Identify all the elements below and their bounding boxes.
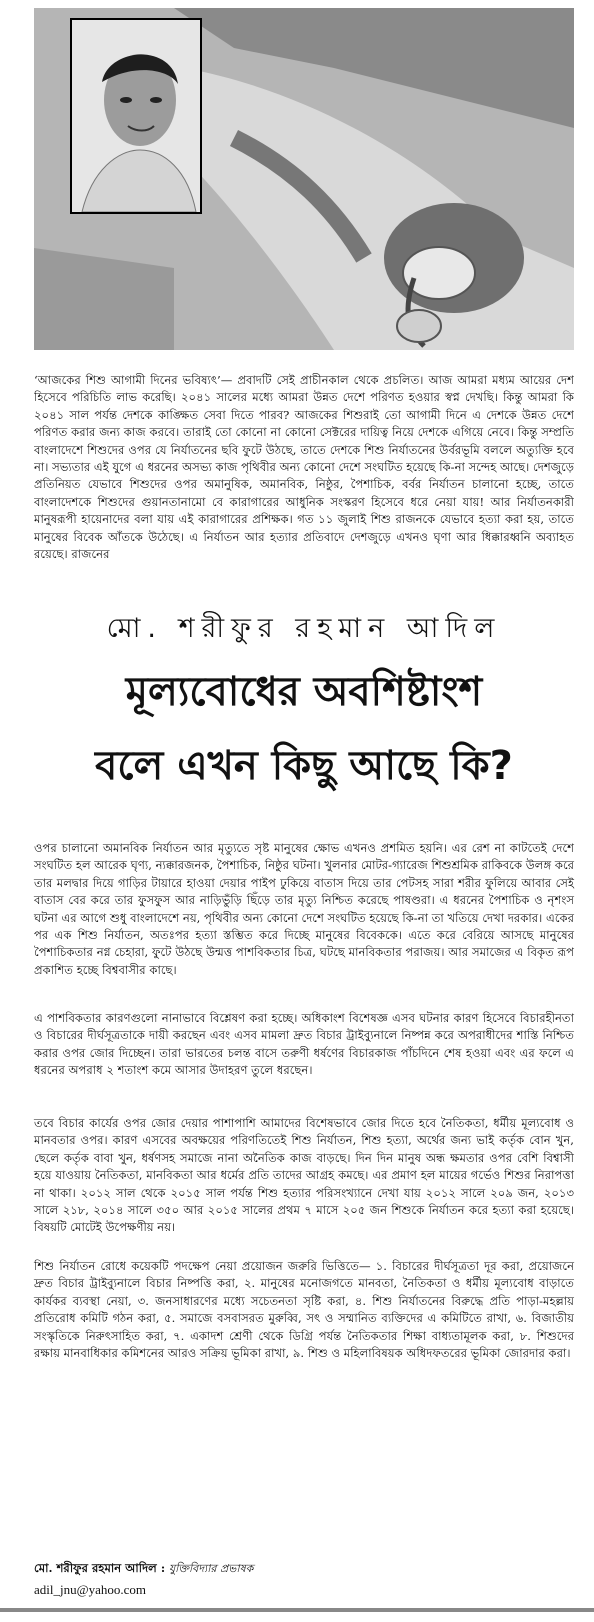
author-email[interactable]: adil_jnu@yahoo.com bbox=[34, 1582, 146, 1597]
body-paragraph-4: তবে বিচার কার্যের ওপর জোর দেয়ার পাশাপাশি আমাদের বিশেষভাবে জোর দিতে হবে নৈতিকতা, ধর্মীয় মূল্যবোধ ও মানবতার ওপর। কারণ এসবের অবক্ষয়ের পরিণতিতেই শিশু নির্যাতন, শিশু হত্যা, অর্থের জন্য ভাই কর্তৃক বোন খুন, ছেলে কর্তৃক বাবা খুন, ধর্ষণসহ সমাজে নানা অনৈতিক কাজ বাড়ছে। দিন দিন মানুষ অন্ধ ক্ষমতার ওপর বেশি বিশ্বাসী হয়ে যাওয়ায় নৈতিকতা, মানবিকতা আর ধর্মের প্রতি তাদের আগ্রহ কমছে। এর প্রমাণ হল মায়ের গর্ভেও শিশুর নিরাপত্তা না থাকা। ২০১২ সাল থেকে ২০১৫ সাল পর্যন্ত শিশু হত্যার পরিসংখ্যানে দেখা যায় ২০১২ সালে ২০৯ জন, ২০১৩ সালে ২১৮, ২০১৪ সালে ৩৫০ আর ২০১৫ সালের প্রথম ৭ মাসে ২০৫ জন শিশুকে নির্যাতন করে হত্যা করা হয়েছে। বিষয়টি মোটেই উপেক্ষণীয় নয়। bbox=[34, 1116, 574, 1235]
body-paragraph-3: এ পাশবিকতার কারণগুলো নানাভাবে বিশ্লেষণ করা হচ্ছে। অধিকাংশ বিশেষজ্ঞ এসব ঘটনার কারণ হিসেবে বিচারহীনতা ও বিচারের দীর্ঘসূত্রতাকে দায়ী করছেন এবং এসব মামলা দ্রুত বিচার ট্রাইব্যুনালে নিষ্পন্ন করে অপরাধীদের শাস্তি নিশ্চিত করার ওপর জোর দিচ্ছেন। তারা ভারতের চলন্ত বাসে তরুণী ধর্ষণের বিচারকাজ পাঁচদিনে শেষ হওয়া এবং এর ফলে এ ধরনের অপরাধ ২ শতাংশ কমে আসার উদাহরণ তুলে ধরছেন। bbox=[34, 1011, 574, 1078]
signature-role: যুক্তিবিদ্যার প্রভাষক bbox=[168, 1562, 254, 1575]
headline-line-2: বলে এখন কিছু আছে কি? bbox=[95, 743, 513, 789]
signature-name: মো. শরীফুর রহমান আদিল : bbox=[34, 1561, 166, 1575]
headline-line-1: মূল্যবোধের অবশিষ্টাংশ bbox=[125, 669, 483, 715]
article-photo bbox=[34, 8, 574, 350]
body-paragraph-2: ওপর চালানো অমানবিক নির্যাতন আর মৃত্যুতে সৃষ্ট মানুষের ক্ষোভ এখনও প্রশমিত হয়নি। এর রেশ না কাটতেই দেশে সংঘটিত হল আরেক ঘৃণ্য, ন্যক্কারজনক, পৈশাচিক, নিষ্ঠুর ঘটনা। খুলনার মোটর-গ্যারেজ শিশুশ্রমিক রাকিবকে উলঙ্গ করে তার মলদ্বার দিয়ে গাড়ির টায়ারে হাওয়া দেয়ার পাইপ ঢুকিয়ে বাতাস দিয়ে তার পেটসহ সারা শরীর ফুলিয়ে আবার সেই বাতাস বের করে তার ফুসফুস আর নাড়িভুঁড়ি ছিঁড়ে তার মৃত্যু নিশ্চিত করেছে পাষণ্ডরা। এ ধরনের পৈশাচিক ও নৃশংস ঘটনা এর আগে শুধু বাংলাদেশে নয়, পৃথিবীর অন্য কোনো দেশে সংঘটিত হয়েছে কি-না তা খতিয়ে দেখা দরকার। একের পর এক শিশু নির্যাতন, অতঃপর হত্যা স্তম্ভিত করে দিচ্ছে মানুষের বিবেককে। এতে করে বেরিয়ে আসছে মানুষের পৈশাচিকতার নগ্ন চেহারা, ফুটে উঠছে উন্মত্ত পাশবিকতার চিত্র, ঘটছে মানবিকতার পরাজয়। আর সমাজের এ বিকৃত রূপ প্রকাশিত হচ্ছে বিশ্ববাসীর কাছে। bbox=[34, 841, 574, 977]
author-byline: মো. শরীফুর রহমান আদিল bbox=[106, 613, 502, 644]
body-paragraph-5: শিশু নির্যাতন রোধে কয়েকটি পদক্ষেপ নেয়া প্রয়োজন জরুরি ভিত্তিতে— ১. বিচারের দীর্ঘসূত্রতা দূর করা, প্রয়োজনে দ্রুত বিচার ট্রাইব্যুনালে বিচার নিষ্পত্তি করা, ২. মানুষের মনোজগতে মানবতা, নৈতিকতা ও ধর্মীয় মূল্যবোধ বাড়াতে কার্যকর ব্যবস্থা নেয়া, ৩. জনসাধারণের মধ্যে সচেতনতা সৃষ্টি করা, ৪. শিশু নির্যাতনের বিরুদ্ধে প্রতি পাড়া-মহল্লায় প্রতিরোধ কমিটি গঠন করা, ৫. সমাজে বসবাসরত মুরুব্বি, সৎ ও সম্মানিত ব্যক্তিদের এ কমিটিতে রাখা, ৬. বিজাতীয় সংস্কৃতিকে নিরুৎসাহিত করা, ৭. একাদশ শ্রেণী থেকে ডিগ্রি পর্যন্ত নৈতিকতার শিক্ষা বাধ্যতামূলক করা, ৮. শিশুদের রক্ষায় মানবাধিকার কমিশনের আরও সক্রিয় ভূমিকা রাখা, ৯. শিশু ও মহিলাবিষয়ক অধিদফতরের ভূমিকা জোরদার করা। bbox=[34, 1259, 574, 1361]
intro-paragraph: ‘আজকের শিশু আগামী দিনের ভবিষ্যৎ’— প্রবাদটি সেই প্রাচীনকাল থেকে প্রচলিত। আজ আমরা মধ্যম আয়ের দেশ হিসেবে পরিচিতি লাভ করেছি। ২০৪১ সালের মধ্যে আমরা উন্নত দেশে পরিণত হওয়ার স্বপ্ন দেখছি। কিন্তু আমরা কি ২০৪১ সাল পর্যন্ত দেশকে কাঙ্ক্ষিত সেবা দিতে পারব? আজকের শিশুরাই তো আগামী দিনে এ দেশকে উন্নত দেশে পরিণত করার জন্য কাজ করবে। তারাই তো কোনো না কোনো সেক্টরের দায়িত্ব নিয়ে দেশকে এগিয়ে নেবে। কিন্তু সম্প্রতি বাংলাদেশে শিশুদের ওপর যে নির্যাতনের ছবি ফুটে উঠছে, তাতে দেশকে শিশু নির্যাতনের উর্বরভূমি বললে অত্যুক্তি হবে না। সভ্যতার এই যুগে এ ধরনের অসভ্য কাজ পৃথিবীর অন্য কোনো দেশে সংঘটিত হয়েছে কি-না সন্দেহ আছে। দেশজুড়ে প্রতিনিয়ত যেভাবে শিশুদের ওপর অমানুষিক, অমানবিক, নিষ্ঠুর, পৈশাচিক, বর্বর নির্যাতন চালানো হচ্ছে, তাতে বাংলাদেশকে শিশুদের গুয়ানতানামো বে কারাগারের আধুনিক সংস্করণ হিসেবে ধরে নেয়া যায়! আর নির্যাতনকারী মানুষরূপী হায়েনাদের বলা যায় এই কারাগারের প্রশিক্ষক। গত ১১ জুলাই শিশু রাজনকে যেভাবে হত্যা করা হয়, তাতে মানুষের বিবেক আঁতকে উঠেছে। এ নির্যাতন আর হত্যার প্রতিবাদে দেশজুড়ে এখনও ঘৃণা আর ধিক্কারধ্বনি অব্যাহত রয়েছে। রাজনের bbox=[34, 373, 574, 562]
portrait-drawing bbox=[72, 20, 200, 212]
inset-portrait bbox=[70, 18, 202, 214]
author-signature bbox=[34, 1560, 253, 1579]
bottom-divider bbox=[0, 1608, 594, 1612]
